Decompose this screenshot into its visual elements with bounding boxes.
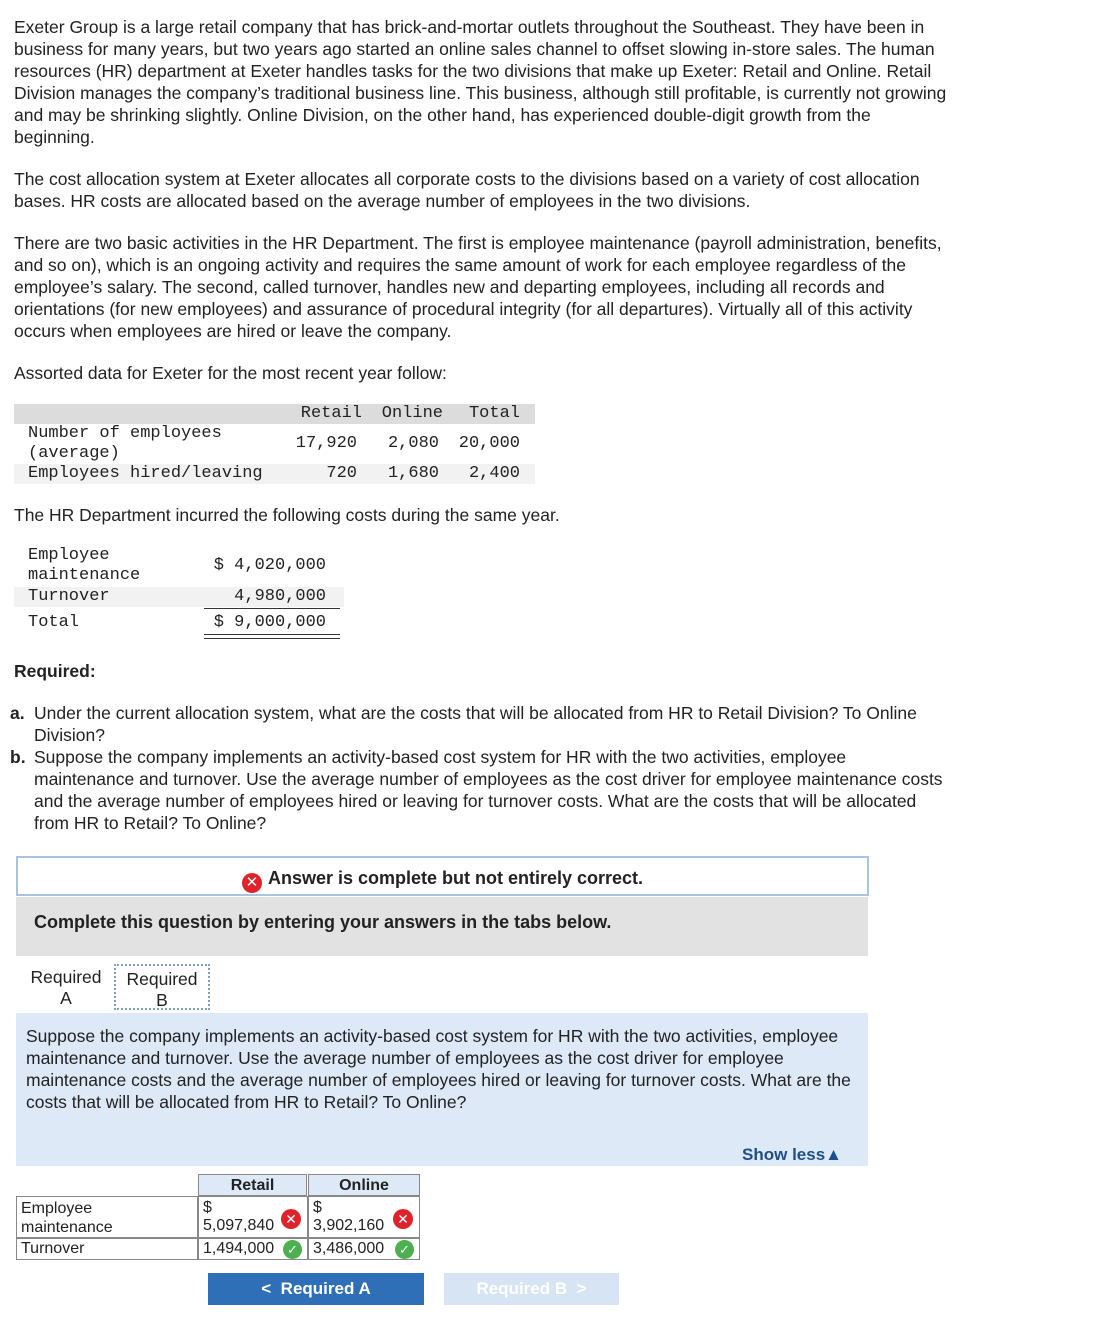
triangle-up-icon: ▲ [825, 1145, 842, 1164]
costs-intro: The HR Department incurred the following costs during the same year. [14, 505, 560, 525]
retail-maintenance-value: 5,097,840 [203, 1217, 275, 1234]
total-double-rule [204, 634, 340, 639]
instruction-bar: Complete this question by entering your answers in the tabs below. [16, 897, 868, 956]
item-a-letter: a. [10, 703, 25, 723]
row-label: Turnover [28, 587, 110, 606]
tab-required-b[interactable] [114, 964, 210, 1010]
show-less-label: Show less [742, 1145, 826, 1164]
cell-retail: 17,920 [295, 434, 357, 453]
correct-check-icon: ✓ [395, 1240, 414, 1259]
cell-online: 1,680 [387, 464, 439, 483]
employee-data-table [14, 404, 535, 484]
online-turnover-cell[interactable] [308, 1238, 420, 1260]
tab-label-line2: B [156, 990, 168, 1010]
row-label: Number of employees [28, 424, 222, 443]
item-b-letter: b. [10, 747, 26, 767]
cell-online: 2,080 [387, 434, 439, 453]
table-row [14, 587, 344, 607]
show-less-link[interactable] [742, 1145, 842, 1165]
retail-maintenance-cell[interactable] [198, 1196, 308, 1238]
intro-paragraph-2: The cost allocation system at Exeter allocates all corporate costs to the divisions based on a variety of cost allocation bases. HR costs are allocated based on the average number of employees in the two divisions. [14, 169, 920, 211]
row-label-cont: maintenance [21, 1219, 113, 1236]
row-label: Employees hired/leaving [28, 464, 263, 483]
header-online: Online [381, 404, 443, 423]
table-row-label [16, 1196, 198, 1238]
banner-text: Answer is complete but not entirely correct. [267, 868, 644, 888]
currency-symbol: $ [203, 1199, 212, 1216]
table-header-row [14, 404, 535, 424]
cell-retail: 720 [326, 464, 357, 483]
online-maintenance-value: 3,902,160 [313, 1217, 385, 1234]
header-retail: Retail [300, 404, 362, 423]
answer-status-banner [16, 856, 869, 896]
correct-check-icon: ✓ [283, 1240, 302, 1259]
tab-label-line1: Required [30, 967, 102, 987]
header-total: Total [468, 404, 520, 423]
item-b-text: Suppose the company implements an activity-based cost system for HR with the two activities, employee maintenance and turnover. Use the average number of employees as the cost driver for employee maintenance costs and the average number of employees hired or leaving for turnover costs. What are the costs that will be allocated from HR to Retail? To Online? [34, 747, 943, 833]
incorrect-icon: ✕ [393, 1209, 413, 1229]
chevron-left-icon: < [261, 1279, 272, 1298]
tab-required-a[interactable] [20, 964, 112, 1010]
next-tab-button[interactable] [444, 1273, 619, 1305]
previous-tab-label: Required A [280, 1279, 371, 1298]
retail-turnover-value: 1,494,000 [203, 1240, 275, 1257]
row-label: Total [28, 613, 80, 632]
table-row [14, 546, 344, 586]
row-label-cont: (average) [28, 444, 120, 463]
subtotal-rule [204, 608, 340, 609]
header-blank [16, 1174, 196, 1196]
header-online: Online [308, 1174, 420, 1196]
tab-label-line2: A [60, 988, 72, 1008]
intro-paragraph-3: There are two basic activities in the HR Department. The first is employee maintenance (payroll administration, benefits, and so on), which is an ongoing activity and requires the same amount of work for each employee regardless of the employee’s salary. The second, called turnover, handles new and departing employees, including all records and orientations (for new employees) and assurance of procedural integrity (for all departures). Virtually all of this activity occurs when employees are hired or leave the company. [14, 233, 942, 341]
question-panel [16, 1013, 868, 1166]
incorrect-icon: ✕ [281, 1209, 301, 1229]
table-row [14, 464, 535, 484]
cost-value: $ 9,000,000 [213, 613, 326, 632]
item-a-text: Under the current allocation system, what are the costs that will be allocated from HR to Retail Division? To Online Division? [34, 703, 917, 745]
cell-total: 2,400 [468, 464, 520, 483]
row-label: Turnover [21, 1240, 85, 1257]
online-turnover-value: 3,486,000 [313, 1240, 385, 1257]
incorrect-icon: ✕ [242, 873, 262, 893]
question-text: Suppose the company implements an activity-based cost system for HR with the two activities, employee maintenance and turnover. Use the average number of employees as the cost driver for employee maintenance costs and the average number of employees hired or leaving for turnover costs. What are the costs that will be allocated from HR to Retail? To Online? [26, 1026, 851, 1112]
table-row [14, 613, 344, 633]
cell-total: 20,000 [458, 434, 520, 453]
row-label: Employee [21, 1200, 93, 1217]
tab-label-line1: Required [126, 969, 198, 989]
online-maintenance-cell[interactable] [308, 1196, 420, 1238]
intro-paragraph-4: Assorted data for Exeter for the most recent year follow: [14, 363, 447, 383]
previous-tab-button[interactable] [208, 1273, 424, 1305]
intro-paragraph-1: Exeter Group is a large retail company that has brick-and-mortar outlets throughout the Southeast. They have been in business for many years, but two years ago started an online sales channel to offset slowing in-store sales. The human resources (HR) department at Exeter handles tasks for the two divisions that make up Exeter: Retail and Online. Retail Division manages the company’s traditional business line. This business, although still profitable, is currently not growing and may be shrinking slightly. Online Division, on the other hand, has experienced double-digit growth from the beginning. [14, 17, 947, 147]
table-row [14, 424, 535, 464]
cost-value: $ 4,020,000 [213, 556, 326, 575]
next-tab-label: Required B [476, 1279, 568, 1298]
header-retail: Retail [198, 1174, 307, 1196]
currency-symbol: $ [313, 1199, 322, 1216]
table-row-label [16, 1238, 198, 1260]
chevron-right-icon: > [576, 1279, 587, 1298]
row-label: Employee [28, 546, 110, 565]
required-heading: Required: [14, 661, 96, 681]
cost-value: 4,980,000 [234, 587, 326, 606]
retail-turnover-cell[interactable] [198, 1238, 308, 1260]
row-label-cont: maintenance [28, 566, 141, 585]
